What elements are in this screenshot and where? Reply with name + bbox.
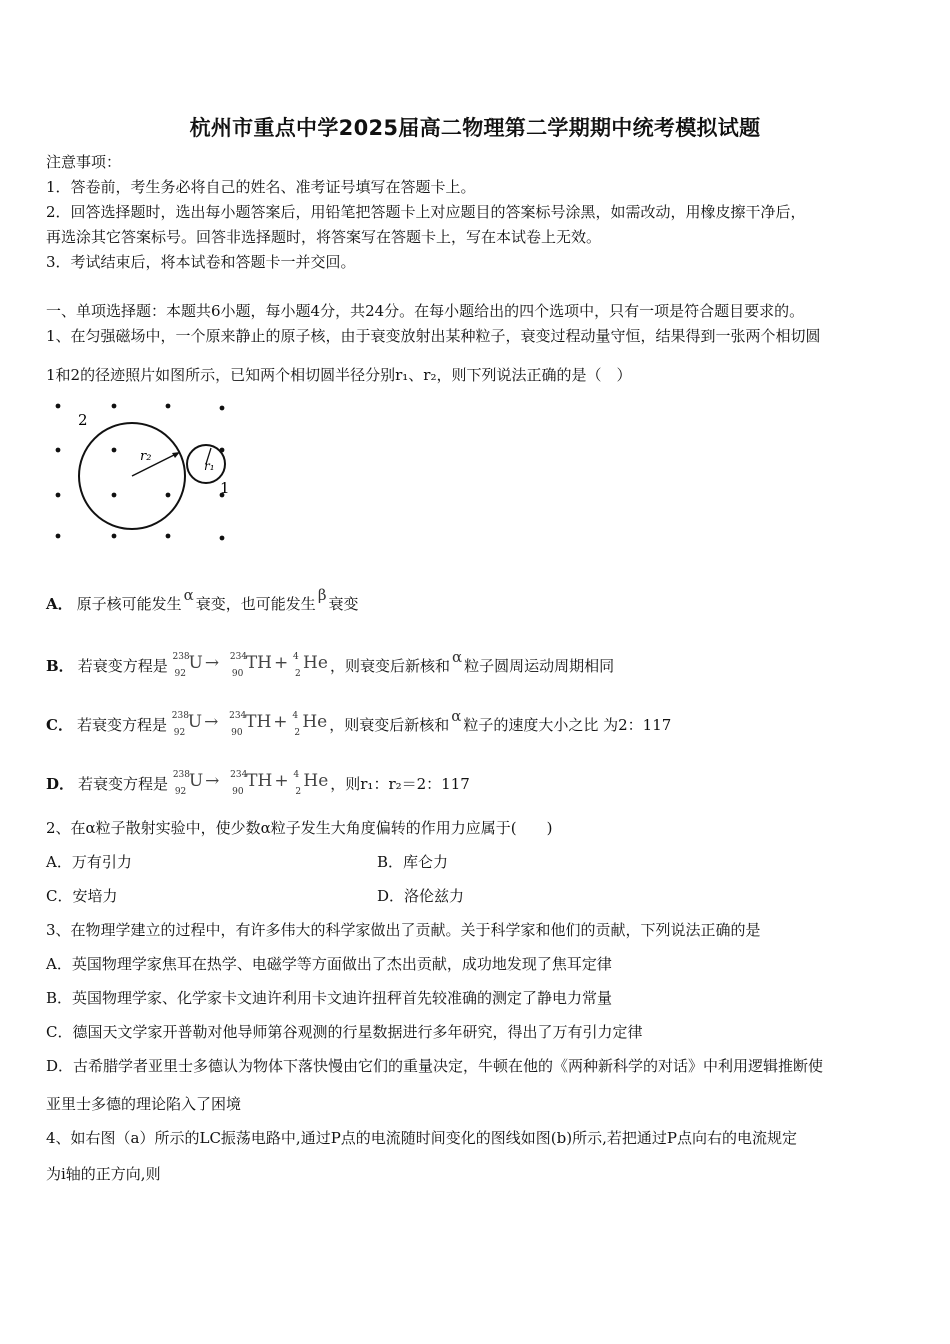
q3-option-c: C．德国天文学家开普勒对他导师第谷观测的行星数据进行多年研究，得出了万有引力定律 xyxy=(46,1023,643,1041)
q4-stem-b: 为i轴的正方向,则 xyxy=(46,1165,161,1183)
tangent-circles-figure xyxy=(46,398,246,548)
decay-equation: 238 92 U → 234 90 TH + 4 2 He xyxy=(171,711,328,738)
q3-option-d: D．古希腊学者亚里士多德认为物体下落快慢由它们的重量决定，牛顿在他的《两种新科学的对话》中利用逻辑推断使 xyxy=(46,1057,824,1075)
q1-stem-a: 1、在匀强磁场中，一个原来静止的原子核，由于衰变放射出某种粒子，衰变过程动量守恒，结果得到一张两个相切圆 xyxy=(46,327,821,345)
alpha-symbol: α xyxy=(183,586,194,604)
q1-option-a: A． 原子核可能发生 α 衰变，也可能发生 β 衰变 xyxy=(46,586,359,613)
label-circle-1: 1 xyxy=(220,479,230,497)
beta-symbol: β xyxy=(317,586,327,604)
q1-stem-b: 1和2的径迹照片如图所示，已知两个相切圆半径分别r₁、r₂，则下列说法正确的是（ ） xyxy=(46,366,632,384)
q3-option-b: B．英国物理学家、化学家卡文迪许利用卡文迪许扭秤首先较准确的测定了静电力常量 xyxy=(46,989,613,1007)
q1-option-b: B． 若衰变方程是 238 92 U → 234 90 TH + 4 2 He ，则衰变后新核和 α 粒子圆周运动周期相同 xyxy=(46,648,615,679)
decay-equation: 238 92 U → 234 90 TH + 4 2 He xyxy=(172,770,329,797)
notice-item-1: 1．答卷前，考生务必将自己的姓名、准考证号填写在答题卡上。 xyxy=(46,178,476,196)
q2-stem: 2、在α粒子散射实验中，使少数α粒子发生大角度偏转的作用力应属于( ) xyxy=(46,819,553,837)
q2-option-b: B．库仑力 xyxy=(377,853,449,871)
radius-r2-line xyxy=(132,453,178,476)
decay-equation: 238 92 U → 234 90 TH + 4 2 He xyxy=(172,652,328,679)
q2-option-c: C．安培力 xyxy=(46,887,118,905)
label-r1: r₁ xyxy=(204,459,215,473)
page-title: 杭州市重点中学2025届高二物理第二学期期中统考模拟试题 xyxy=(189,116,761,140)
notice-item-3: 3．考试结束后，将本试卷和答题卡一并交回。 xyxy=(46,253,356,271)
q3-option-d-cont: 亚里士多德的理论陷入了困境 xyxy=(46,1095,242,1113)
section-heading: 一、单项选择题：本题共6小题，每小题4分，共24分。在每小题给出的四个选项中，只有一项是符合题目要求的。 xyxy=(46,302,805,320)
notice-item-2a: 2．回答选择题时，选出每小题答案后，用铅笔把答题卡上对应题目的答案标号涂黑，如需改动，用橡皮擦干净后， xyxy=(46,203,806,221)
notice-item-2b: 再选涂其它答案标号。回答非选择题时，将答案写在答题卡上，写在本试卷上无效。 xyxy=(46,228,602,246)
q2-option-a: A．万有引力 xyxy=(46,853,132,871)
q2-option-d: D．洛伦兹力 xyxy=(377,887,465,905)
q3-option-a: A．英国物理学家焦耳在热学、电磁学等方面做出了杰出贡献，成功地发现了焦耳定律 xyxy=(46,955,612,973)
q1-option-d: D． 若衰变方程是 238 92 U → 234 90 TH + 4 2 He ，则r₁：r₂＝2：117 xyxy=(46,770,470,797)
notice-heading: 注意事项： xyxy=(46,153,122,171)
q1-option-c: C． 若衰变方程是 238 92 U → 234 90 TH + 4 2 He ，则衰变后新核和 α 粒子的速度大小之比 为2：117 xyxy=(46,707,672,738)
label-r2: r₂ xyxy=(140,449,152,464)
label-circle-2: 2 xyxy=(78,411,88,429)
q4-stem-a: 4、如右图（a）所示的LC振荡电路中,通过P点的电流随时间变化的图线如图(b)所示,若把通过P点向右的电流规定 xyxy=(46,1129,797,1147)
q3-stem: 3、在物理学建立的过程中，有许多伟大的科学家做出了贡献。关于科学家和他们的贡献，下列说法正确的是 xyxy=(46,921,761,939)
